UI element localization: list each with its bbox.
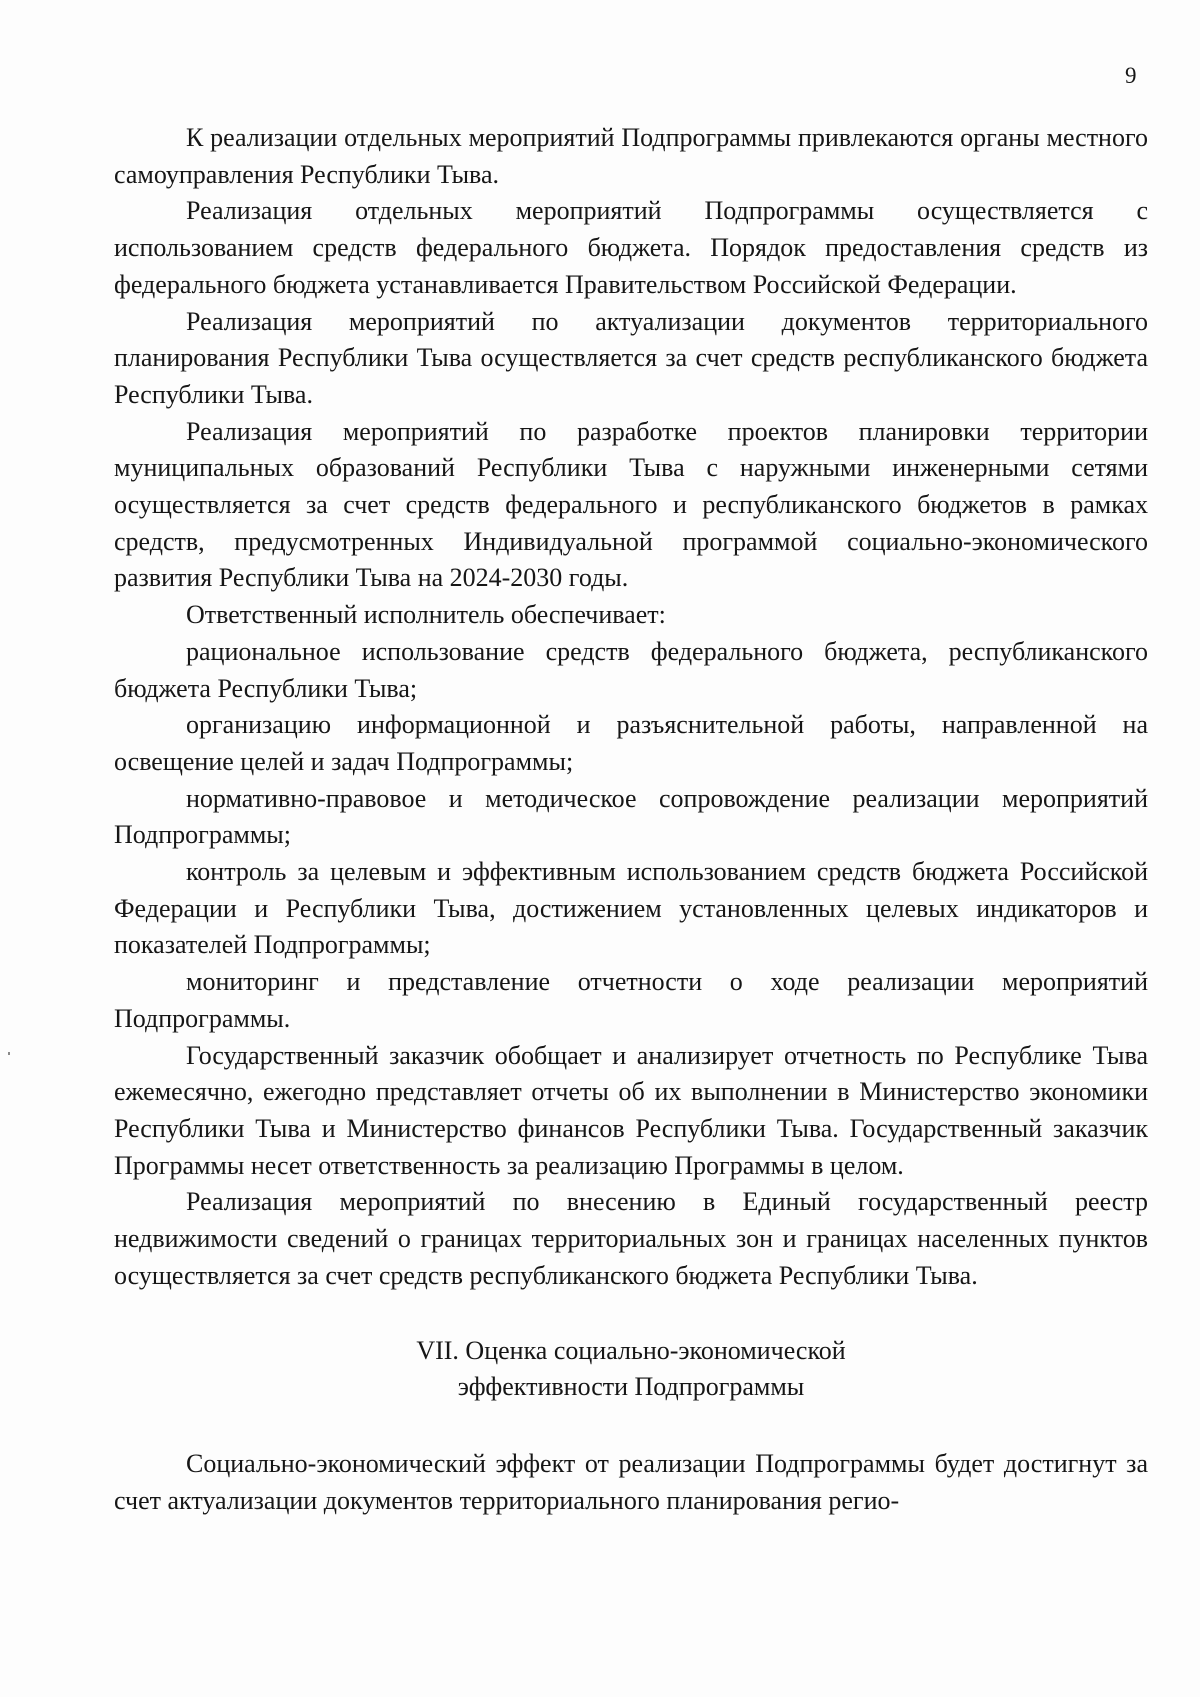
- paragraph: Социально-экономический эффект от реализации Подпрограммы будет достигнут за счет актуализации документов территориального планирования регио-: [114, 1448, 1148, 1515]
- section-heading: [114, 1333, 1148, 1406]
- section-heading-line-2: эффективности Подпрограммы: [457, 1372, 805, 1402]
- list-item: рациональное использование средств федерального бюджета, республиканского бюджета Республики Тыва;: [114, 636, 1148, 703]
- list-item: нормативно-правовое и методическое сопровождение реализации мероприятий Подпрограммы;: [114, 783, 1148, 850]
- list-item: организацию информационной и разъяснительной работы, направленной на освещение целей и задач Подпрограммы;: [114, 710, 1148, 776]
- scan-artifact: [8, 1052, 10, 1055]
- paragraph: Реализация мероприятий по внесению в Единый государственный реестр недвижимости сведений о границах территориальных зон и границах населенных пунктов осуществляется за счет средств республиканского бюджета Республики Тыва.: [114, 1187, 1148, 1290]
- list-item: контроль за целевым и эффективным использованием средств бюджета Российской Федерации и Республики Тыва, достижением установленных целевых индикаторов и показателей Подпрограммы;: [114, 857, 1148, 960]
- paragraph: Реализация мероприятий по разработке проектов планировки территории муниципальных образований Республики Тыва с наружными инженерными сетями осуществляется за счет средств федерального и республиканского бюджетов в рамках средств, предусмотренных Индивидуальной программой социально-экономического развития Республики Тыва на 2024-2030 годы.: [114, 416, 1148, 593]
- paragraph: К реализации отдельных мероприятий Подпрограммы привлекаются органы местного самоуправления Республики Тыва.: [114, 123, 1148, 189]
- list-item: мониторинг и представление отчетности о ходе реализации мероприятий Подпрограммы.: [114, 967, 1148, 1033]
- paragraph: Реализация отдельных мероприятий Подпрограммы осуществляется с использованием средств федерального бюджета. Порядок предоставления средств из федерального бюджета устанавливается Правительством Российской Федерации.: [114, 196, 1148, 299]
- page-number: 9: [1125, 63, 1137, 88]
- paragraph: Реализация мероприятий по актуализации документов территориального планирования Республики Тыва осуществляется за счет средств республиканского бюджета Республики Тыва.: [114, 306, 1148, 409]
- document-body: [114, 120, 1148, 1519]
- paragraph: Ответственный исполнитель обеспечивает:: [186, 600, 666, 630]
- paragraph: Государственный заказчик обобщает и анализирует отчетность по Республике Тыва ежемесячно, ежегодно представляет отчеты об их выполнении в Министерство экономики Республики Тыва и Министерство финансов Республики Тыва. Государственный заказчик Программы несет ответственность за реализацию Программы в целом.: [114, 1040, 1148, 1180]
- section-heading-line-1: VII. Оценка социально-экономической: [416, 1335, 846, 1365]
